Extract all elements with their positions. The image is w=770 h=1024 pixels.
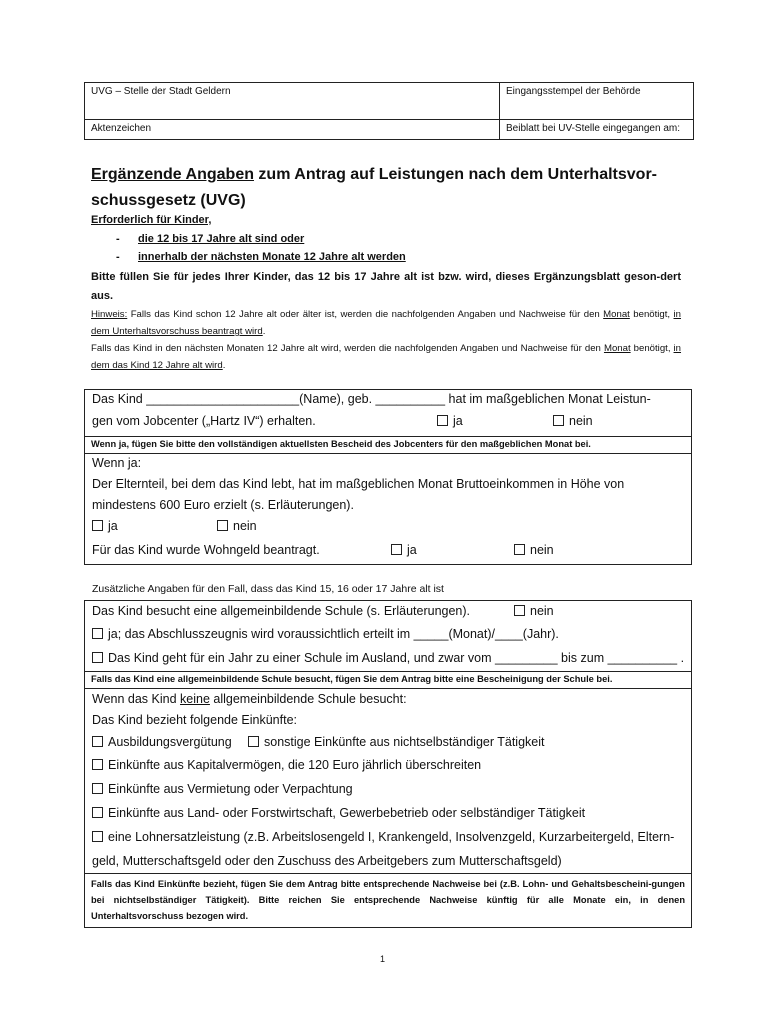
school-abroad-checkbox[interactable]: Das Kind geht für ein Jahr zu einer Schule im Ausland, und zwar vom _________ bis zum __________ .	[92, 651, 684, 665]
child-income-heading: Das Kind bezieht folgende Einkünfte:	[92, 713, 297, 727]
income-nein-checkbox[interactable]: nein	[217, 519, 257, 533]
income-line1: Der Elternteil, bei dem das Kind lebt, hat im maßgeblichen Monat Bruttoeinkommen in Höhe von	[92, 477, 625, 491]
condition-item: - die 12 bis 17 Jahre alt sind oder	[116, 233, 305, 245]
checkbox-icon[interactable]	[92, 628, 103, 639]
hint-paragraph-2: Falls das Kind in den nächsten Monaten 12 Jahre alt wird, werden die nachfolgenden Angaben und Nachweise für den Monat benötigt, in dem das Kind 12 Jahre alt wird.	[91, 343, 682, 371]
option-business-income[interactable]: Einkünfte aus Land- oder Forstwirtschaft, Gewerbebetrieb oder selbständiger Tätigkeit	[92, 806, 585, 820]
income-ja-checkbox[interactable]: ja	[92, 519, 118, 533]
checkbox-icon[interactable]	[92, 831, 103, 842]
extra-heading: Zusätzliche Angaben für den Fall, dass das Kind 15, 16 oder 17 Jahre alt ist	[92, 583, 444, 595]
checkbox-icon[interactable]	[92, 520, 103, 531]
title-underlined: Ergänzende Angaben	[91, 166, 254, 183]
checkbox-icon[interactable]	[514, 605, 525, 616]
page-title	[91, 162, 681, 214]
income-line2: mindestens 600 Euro erzielt (s. Erläuterungen).	[92, 498, 354, 512]
checkbox-icon[interactable]	[92, 783, 103, 794]
title-rest: zum Antrag auf Leistungen nach dem Unterhaltsvor-	[253, 166, 657, 183]
option-capital-income[interactable]: Einkünfte aus Kapitalvermögen, die 120 Euro jährlich überschreiten	[92, 758, 481, 772]
jobcenter-ja-checkbox[interactable]: ja	[437, 414, 463, 428]
checkbox-icon[interactable]	[92, 736, 103, 747]
condition-item: - innerhalb der nächsten Monate 12 Jahre alt werden	[116, 251, 406, 263]
school-text: Das Kind besucht eine allgemeinbildende Schule (s. Erläuterungen).	[92, 604, 471, 618]
checkbox-icon[interactable]	[437, 415, 448, 426]
file-number-cell[interactable]: Aktenzeichen	[85, 120, 500, 140]
title-line2: schussgesetz (UVG)	[91, 192, 246, 209]
income-wenn-ja: Wenn ja:	[92, 456, 142, 470]
checkbox-icon[interactable]	[92, 807, 103, 818]
option-wage-replacement-cont: geld, Mutterschaftsgeld oder den Zuschuss des Arbeitgebers zum Mutterschaftsgeld)	[92, 854, 562, 868]
child-income-intro: Wenn das Kind keine allgemeinbildende Schule besucht:	[92, 692, 407, 706]
school-ja-checkbox[interactable]: ja; das Abschlusszeugnis wird voraussichtlich erteilt im _____(Monat)/____(Jahr).	[92, 627, 559, 641]
condition-text: die 12 bis 17 Jahre alt sind oder	[138, 233, 305, 245]
option-other-income[interactable]: sonstige Einkünfte aus nichtselbständiger Tätigkeit	[248, 735, 545, 749]
wohngeld-nein-checkbox[interactable]: nein	[514, 543, 554, 557]
jobcenter-line1[interactable]: Das Kind ______________________(Name), geb. __________ hat im maßgeblichen Monat Leistun-	[92, 392, 651, 406]
jobcenter-nein-checkbox[interactable]: nein	[553, 414, 593, 428]
jobcenter-note: Wenn ja, fügen Sie bitte den vollständigen aktuellsten Bescheid des Jobcenters für den maßgeblichen Monat bei.	[84, 436, 692, 454]
received-cell[interactable]: Beiblatt bei UV-Stelle eingegangen am:	[500, 120, 694, 140]
checkbox-icon[interactable]	[248, 736, 259, 747]
office-cell: UVG – Stelle der Stadt Geldern	[85, 83, 500, 120]
checkbox-icon[interactable]	[92, 652, 103, 663]
school-note: Falls das Kind eine allgemeinbildende Schule besucht, fügen Sie dem Antrag bitte eine Bescheinigung der Schule bei.	[84, 671, 692, 689]
hint-label: Hinweis:	[91, 309, 128, 320]
jobcenter-line2: gen vom Jobcenter („Hartz IV“) erhalten.	[92, 414, 316, 428]
checkbox-icon[interactable]	[553, 415, 564, 426]
child-income-note: Falls das Kind Einkünfte bezieht, fügen Sie dem Antrag bitte entsprechende Nachweise bei (z.B. Lohn- und Gehaltsbescheini-gungen bei nichtselbständiger Tätigkeit). Bitte reichen Sie entsprechende Nachweise künftig für alle Monate ein, in denen Unterhaltsvorschuss bezogen wird.	[84, 873, 692, 928]
page-number: 1	[380, 954, 386, 964]
checkbox-icon[interactable]	[391, 544, 402, 555]
wohngeld-text: Für das Kind wurde Wohngeld beantragt.	[92, 543, 320, 557]
required-heading: Erforderlich für Kinder,	[91, 214, 212, 226]
instruction-text: Bitte füllen Sie für jedes Ihrer Kinder, das 12 bis 17 Jahre alt ist bzw. wird, dieses Ergänzungsblatt geson-dert aus.	[91, 271, 681, 302]
checkbox-icon[interactable]	[514, 544, 525, 555]
checkbox-icon[interactable]	[92, 759, 103, 770]
school-nein-checkbox[interactable]: nein	[514, 604, 554, 618]
option-wage-replacement[interactable]: eine Lohnersatzleistung (z.B. Arbeitslosengeld I, Krankengeld, Insolvenzgeld, Kurzarbeitergeld, Eltern-	[92, 830, 674, 844]
option-rental-income[interactable]: Einkünfte aus Vermietung oder Verpachtung	[92, 782, 353, 796]
hint-paragraph-1: Hinweis: Falls das Kind schon 12 Jahre alt oder älter ist, werden die nachfolgenden Angaben und Nachweise für den Monat benötigt, in dem Unterhaltsvorschuss beantragt wird.	[91, 309, 681, 337]
checkbox-icon[interactable]	[217, 520, 228, 531]
stamp-cell: Eingangsstempel der Behörde	[500, 83, 694, 120]
condition-text: innerhalb der nächsten Monate 12 Jahre alt werden	[138, 251, 406, 263]
header-table	[84, 82, 694, 140]
option-training-pay[interactable]: Ausbildungsvergütung	[92, 735, 232, 749]
wohngeld-ja-checkbox[interactable]: ja	[391, 543, 417, 557]
